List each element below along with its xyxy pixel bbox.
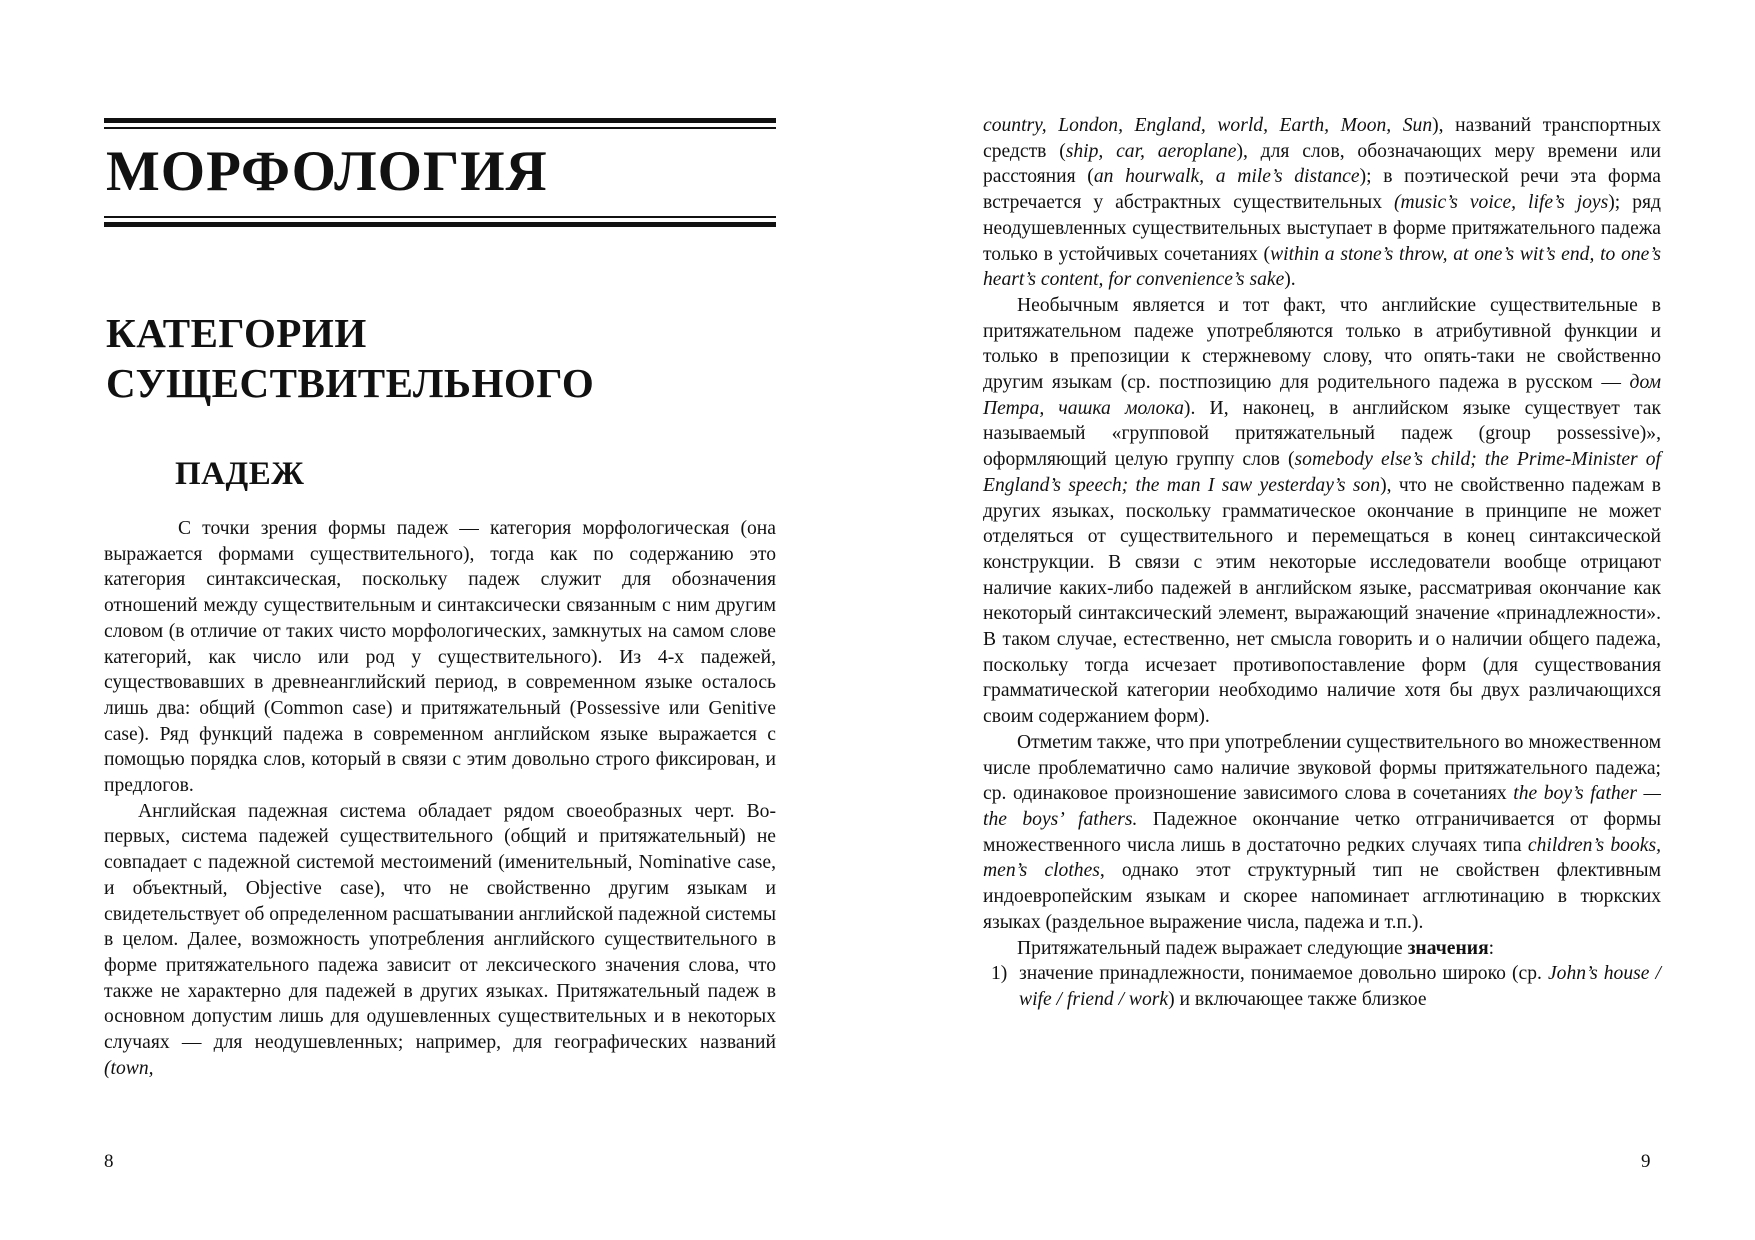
part-title: МОРФОЛОГИЯ — [106, 140, 548, 203]
page-number-left: 8 — [104, 1151, 114, 1172]
list-item-number: 1) — [991, 963, 1008, 985]
chapter-title-line-2: СУЩЕСТВИТЕЛЬНОГО — [106, 360, 595, 406]
right-page — [877, 0, 1755, 1240]
paragraph-unusual-fact: Необычным является и тот факт, что английские существительные в притяжательном падеже употребляются только в атрибутивной функции и только в препозиции к стержневому слову, что опять-таки не свойственно другим языкам (ср. постпозицию для родительного падежа в русском — дом Петра, чашка молока). И, наконец, в английском языке существует так называемый «групповой притяжательный падеж (group possessive)», оформляющий целую группу слов (somebody else’s child; the Prime-Minister of England’s speech; the man I saw yesterday’s son), что не свойственно падежам в других языках, поскольку грамматическое окончание в принципе не может отделяться от существительного и перемещаться в конец синтаксической конструкции. В связи с этим некоторые исследователи вообще отрицают наличие каких-либо падежей в английском языке, рассматривая окончание как некоторый синтаксический элемент, выражающий значение «принадлежности». В таком случае, естественно, нет смысла говорить и о наличии общего падежа, поскольку тогда исчезает противопоставление форм (для существования грамматической категории необходимо наличие хотя бы двух различающихся своим содержанием форм). — [983, 294, 1661, 728]
section-title: ПАДЕЖ — [175, 456, 305, 492]
title-rule-bottom-thin — [104, 216, 776, 218]
left-body-text — [104, 516, 776, 1081]
paragraph-continued: country, London, England, world, Earth, Moon, Sun), названий транспортных средств (ship, car, aeroplane), для слов, обозначающих меру времени или расстояния (an hourwalk, a mile’s distance); в поэтической речи эта форма встречается у абстрактных существительных (music’s voice, life’s joys); ряд неодушевленных существительных выступает в форме притяжательного падежа только в устойчивых сочетаниях (within a stone’s throw, at one’s wit’s end, to one’s heart’s content, for convenience’s sake). — [983, 115, 1662, 291]
paragraph-meanings: Притяжательный падеж выражает следующие значения: — [1017, 937, 1495, 959]
paragraph-plural: Отметим также, что при употреблении существительного во множественном числе проблематично само наличие звуковой формы притяжательного падежа; ср. одинаковое произношение зависимого слова в сочетаниях the boy’s father — the boys’ fathers. Падежное окончание четко отграничивается от формы множественного числа лишь в достаточно редких случаях типа children’s books, men’s clothes, однако этот структурный тип не свойствен флективным индоевропейским языкам и скорее напоминает агглютинацию в тюркских языках (раздельное выражение числа, падежа и т.п.). — [983, 731, 1661, 933]
right-body-text — [983, 113, 1661, 1013]
chapter-title — [106, 308, 594, 408]
chapter-title-line-1: КАТЕГОРИИ — [106, 310, 367, 356]
title-rule-top-thick — [104, 118, 776, 123]
left-page — [0, 0, 877, 1240]
paragraph-2 — [104, 799, 776, 1082]
title-rule-bottom-thick — [104, 222, 776, 227]
paragraph-2-text: Английская падежная система обладает рядом своеобразных черт. Во-первых, система падежей существительного (общий и притяжательный) не совпадает с падежной системой местоимений (именительный, Nominative case, и объектный, Objective case), что не свойственно другим языкам и свидетельствует об определенном расшатывании английской падежной системы в целом. Далее, возможность употребления английского существительного в форме притяжательного падежа зависит от лексического значения слова, что также не характерно для падежей в других языках. Притяжательный падеж в основном допустим лишь для одушевленных существительных и в некоторых случаях — для неодушевленных; например, для географических названий — [104, 800, 776, 1054]
title-rule-top-thin — [104, 127, 776, 129]
paragraph-2-italic-tail: (town, — [104, 1057, 154, 1079]
page-number-right: 9 — [1641, 1151, 1651, 1172]
paragraph-1: С точки зрения формы падеж — категория морфологическая (она выражается формами существительного), тогда как по содержанию это категория синтаксическая, поскольку падеж служит для обозначения отношений между существительным и синтаксически связанным с ним другим словом (в отличие от таких чисто морфологических, замкнутых на самом слове категорий, как число или род у существительного). Из 4-х падежей, существовавших в древнеанглийский период, в современном языке осталось лишь два: общий (Common case) и притяжательный (Possessive или Genitive case). Ряд функций падежа в современном английском языке выражается с помощью порядка слов, который в связи с этим довольно строго фиксирован, и предлогов. — [104, 518, 776, 797]
list-item: 1) значение принадлежности, понимаемое довольно широко (ср. John’s house / wife / friend / work) и включающее также близкое — [991, 963, 1661, 1010]
